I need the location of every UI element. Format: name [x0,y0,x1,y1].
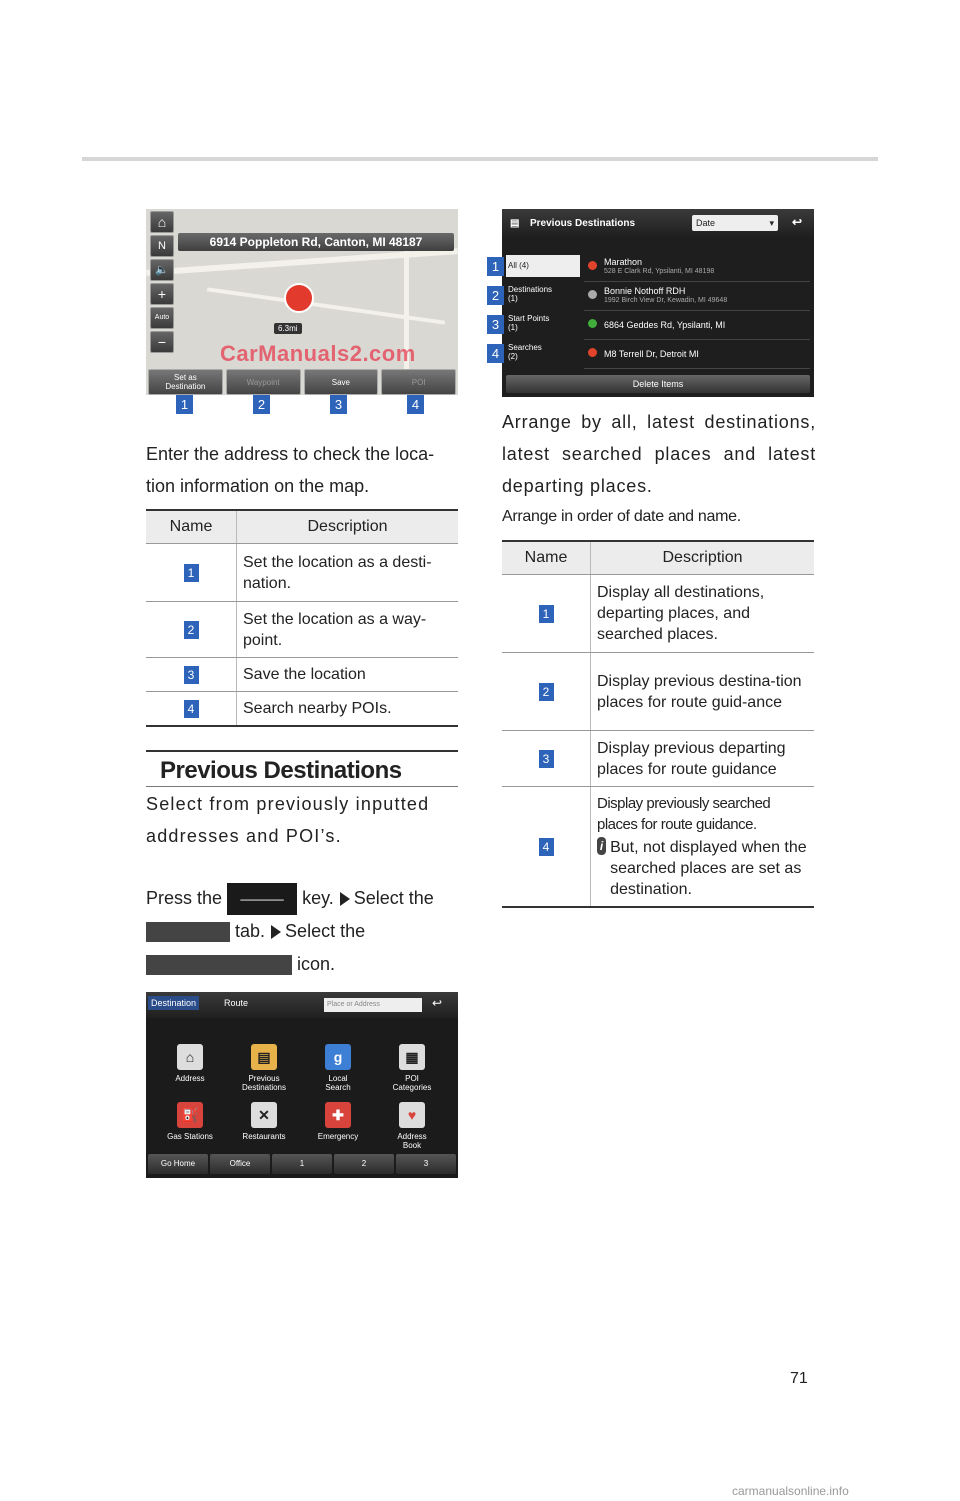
favorite-3-button[interactable]: 3 [396,1154,456,1174]
start-flag-icon [588,319,597,328]
callout-number: 3 [487,315,504,334]
table-row [502,787,814,908]
map-screenshot [146,209,458,395]
row-number: 1 [539,605,554,623]
instr-key: key. [302,888,334,908]
arrow-icon [271,925,281,939]
item-name: 6864 Geddes Rd, Ypsilanti, MI [604,320,726,330]
address-bar: 6914 Poppleton Rd, Canton, MI 48187 [178,233,454,251]
pd-callouts [487,257,504,363]
section-text: Select from previously inputted addresses and POI’s. [146,794,430,846]
volume-icon[interactable]: 🔈 [150,259,174,281]
search-marker-icon [588,348,597,357]
table-row [146,692,458,727]
address-book-icon[interactable]: ♥ Address Book [376,1102,448,1150]
item-name: M8 Terrell Dr, Detroit MI [604,349,699,359]
location-pin-icon [284,283,314,313]
go-home-button[interactable]: Go Home [148,1154,208,1174]
tab-route[interactable]: Route [224,998,249,1008]
callout-number: 2 [253,395,270,414]
list-item[interactable] [584,282,810,311]
gas-stations-icon[interactable]: ⛽ Gas Stations [154,1102,226,1141]
auto-zoom-button[interactable]: Auto [150,307,174,329]
poi-button[interactable]: POI [381,369,456,395]
arrange-table [502,540,814,908]
map-road [207,287,445,324]
list-item[interactable] [584,311,810,340]
row-description: Display all destinations, departing places, and searched places. [591,575,815,653]
table-row [146,602,458,658]
watermark-text: CarManuals2.com [220,341,416,366]
instr-select-2: Select the [285,921,366,941]
folder-icon: ▤ [510,218,520,229]
table-row [502,575,814,653]
set-as-destination-button[interactable]: Set as Destination [148,369,223,395]
row-number: 1 [184,564,199,582]
instr-tab: tab. [235,921,266,941]
row-number: 4 [539,838,554,856]
table-row [502,653,814,731]
item-address: 1992 Birch View Dr, Kewadin, MI 49648 [604,297,728,304]
row-number: 3 [184,666,199,684]
callout-number: 3 [330,395,347,414]
top-rule [82,157,878,161]
item-name: Bonnie Nothoff RDH [604,286,686,296]
menu-tab-bar [146,992,458,1018]
poi-marker-icon [588,261,597,270]
row-note: But, not displayed when the searched places are set as destination. [610,839,807,898]
row-description: Display previously searched places for route guidance. [597,795,771,833]
home-icon[interactable]: ⌂ [150,211,174,233]
function-table [146,509,458,727]
instr-icon: icon. [297,954,336,974]
callout-number: 1 [487,257,504,276]
previous-destinations-icon[interactable]: ▤ Previous Destinations [228,1044,300,1092]
table-header-description: Description [237,510,459,544]
chevron-down-icon: ▾ [769,218,774,228]
arrow-icon [340,892,350,906]
map-button-bar [146,369,458,395]
page-number: 71 [790,1370,808,1387]
table-header-description: Description [591,541,815,575]
favorite-2-button[interactable]: 2 [334,1154,394,1174]
item-address: 528 E Clark Rd, Ypsilanti, MI 48198 [604,268,715,275]
destination-tab-image [146,922,230,942]
address-icon[interactable]: ⌂ Address [154,1044,226,1083]
table-row [146,658,458,692]
back-icon[interactable]: ↩ [432,996,443,1010]
nav-key-image: ⸻ [227,883,297,915]
office-button[interactable]: Office [210,1154,270,1174]
pd-header [502,209,814,239]
table-header-name: Name [502,541,591,575]
destination-menu-screenshot [146,992,458,1178]
emergency-icon[interactable]: ✚ Emergency [302,1102,374,1141]
delete-items-button[interactable]: Delete Items [506,375,810,393]
row-number: 2 [184,621,199,639]
callout-number: 1 [176,395,193,414]
tab-destination[interactable]: Destination [148,996,199,1010]
row-description: Set the location as a way-point. [237,602,459,658]
row-description: Display previous departing places for route guidance [591,731,815,787]
zoom-out-icon[interactable]: − [150,331,174,353]
waypoint-button[interactable]: Waypoint [226,369,301,395]
row-description: Display previous destina-tion places for route guid-ance [591,653,815,731]
instr-select-1: Select the [353,888,434,908]
row-number: 4 [184,700,199,718]
right-text: Arrange by all, latest destinations, latest searched places and latest departing places. [502,412,816,496]
pd-title: Previous Destinations [530,218,636,229]
row-description: Set the location as a desti-nation. [237,544,459,602]
previous-destinations-screenshot [502,209,814,397]
list-item[interactable] [584,340,810,369]
intro-text: Enter the address to check the loca-tion information on the map. [146,444,435,496]
section-title: Previous Destinations [160,757,402,784]
info-icon: i [597,837,606,855]
callout-number: 4 [487,344,504,363]
table-header-name: Name [146,510,237,544]
row-number: 3 [539,750,554,768]
instr-press: Press the [146,888,223,908]
restaurants-icon[interactable]: ✕ Restaurants [228,1102,300,1141]
category-all[interactable]: All (4) [506,255,580,277]
row-number: 2 [539,683,554,701]
right-small-text: Arrange in order of date and name. [502,508,741,525]
list-item[interactable] [584,253,810,282]
callout-number: 4 [407,395,424,414]
footer-watermark: carmanualsonline.info [732,1484,849,1498]
save-button[interactable]: Save [304,369,379,395]
previous-destinations-icon-image [146,955,292,975]
menu-footer [148,1154,456,1174]
zoom-in-icon[interactable]: + [150,283,174,305]
table-row [146,544,458,602]
favorite-1-button[interactable]: 1 [272,1154,332,1174]
search-input[interactable]: Place or Address [324,998,422,1012]
map-callouts [176,395,424,414]
row-description: Search nearby POIs. [237,692,459,727]
map-road [146,248,458,276]
sort-select[interactable]: Date ▾ [692,215,778,231]
poi-categories-icon[interactable]: ▦ POI Categories [376,1044,448,1092]
row-description: Save the location [237,658,459,692]
section-heading [146,750,458,787]
local-search-icon[interactable]: g Local Search [302,1044,374,1092]
item-name: Marathon [604,257,643,267]
category-destinations[interactable]: Destinations (1) [508,285,553,303]
table-row [502,731,814,787]
distance-label: 6.3mi [274,323,302,334]
back-icon[interactable]: ↩ [792,215,803,229]
north-icon[interactable]: N [150,235,174,257]
callout-number: 2 [487,286,504,305]
category-start-points[interactable]: Start Points (1) [508,314,550,332]
category-searches[interactable]: Searches (2) [508,343,542,361]
instructions [146,882,476,981]
flag-icon [588,290,597,299]
